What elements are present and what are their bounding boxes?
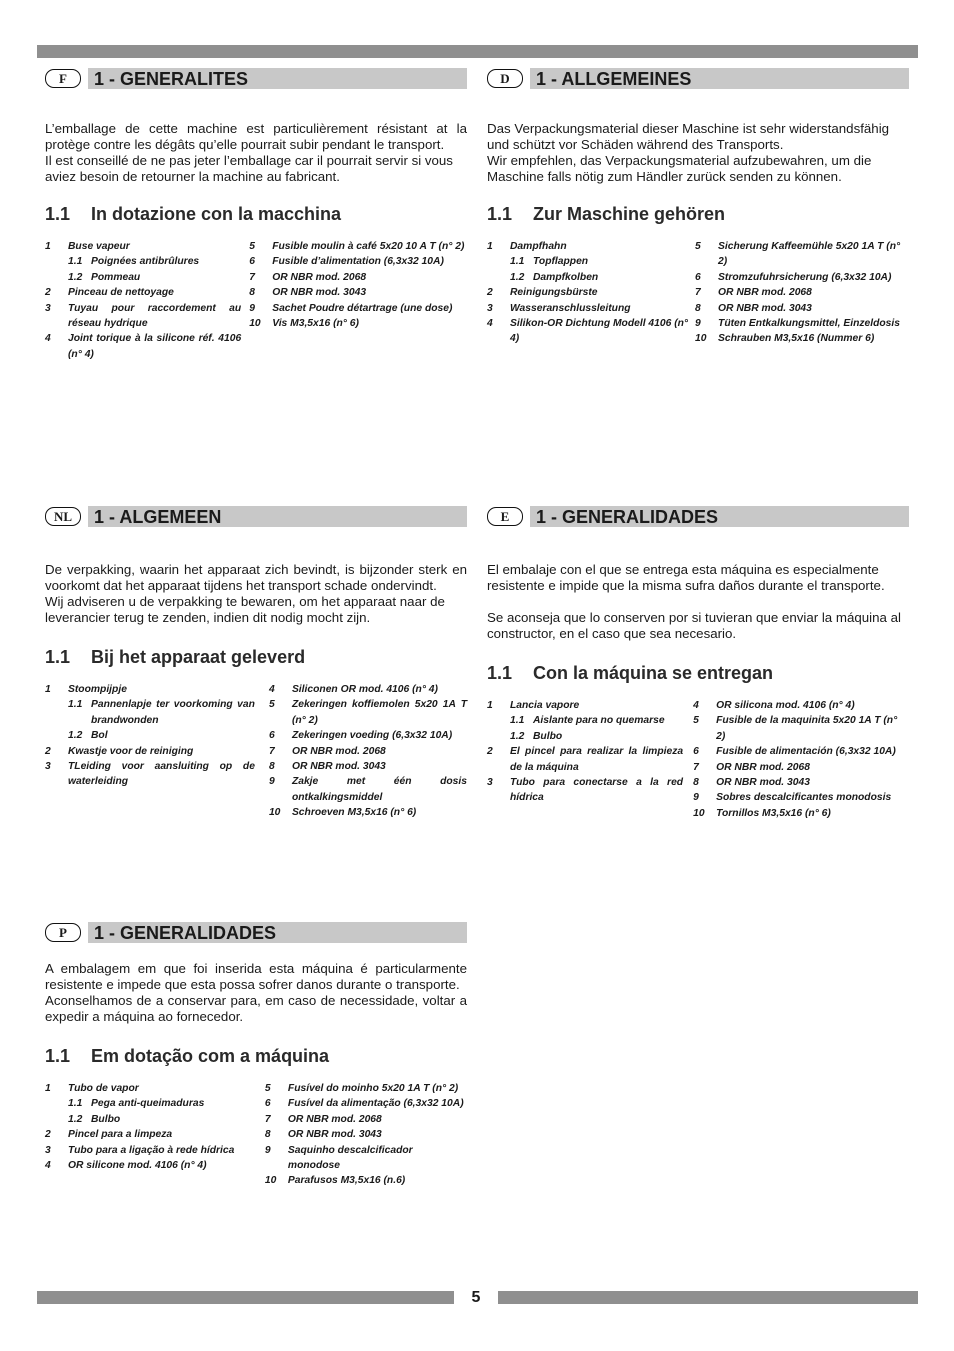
section-header: [45, 506, 467, 527]
list-item: [695, 301, 909, 316]
section-nl: [45, 506, 467, 821]
item-text: Stromzufuhrsicherung (6,3x32 10A): [718, 271, 892, 283]
list-item: [487, 775, 683, 806]
item-number: 8: [249, 287, 255, 299]
list-item: [269, 774, 467, 805]
section-title: 1 - ALLGEMEINES: [536, 69, 692, 89]
list-item: [265, 1173, 467, 1188]
item-number: 2: [487, 287, 493, 299]
item-number: 10: [693, 807, 705, 819]
item-text: Joint torique à la silicone réf. 4106 (n° 4): [68, 333, 242, 360]
item-text: Saquinho descalcificador monodose: [287, 1144, 413, 1172]
item-number: 5: [693, 715, 699, 727]
item-number: 5: [268, 699, 275, 711]
item-number: 5: [264, 1083, 271, 1094]
intro-paragraph: A embalagem em que foi inserida esta máquina é particularmente resistente e impede que esta possa sofrer danos durante o transporte.: [45, 961, 467, 992]
item-text: Topflappen: [533, 256, 589, 268]
list-item: [45, 759, 255, 790]
item-text: Dampfkolben: [533, 271, 599, 283]
item-text: Pannenlapje ter voorkoming van brandwonden: [91, 699, 255, 726]
page-number: 5: [471, 1289, 481, 1306]
item-text: Parafusos M3,5x16 (n.6): [287, 1175, 406, 1187]
item-number: 6: [695, 271, 701, 283]
list-item: [269, 805, 467, 820]
list-item: [45, 697, 255, 728]
item-number: 8: [695, 302, 701, 314]
language-badge: NL: [45, 507, 81, 526]
list-item: [487, 744, 683, 775]
intro-paragraph-2: Wij adviseren u de verpakking te bewaren, om het apparaat naar de leverancier terug te zenden, indien dit nodig mocht zijn.: [45, 594, 445, 625]
list-item: [269, 682, 467, 697]
list-item: [487, 270, 691, 285]
list-item: [269, 759, 467, 774]
item-number: 3: [487, 777, 493, 789]
item-number: 1.1: [510, 715, 525, 727]
item-number: 8: [693, 777, 699, 789]
item-number: 9: [695, 318, 701, 330]
item-number: 4: [45, 1160, 51, 1172]
list-item: [45, 301, 241, 332]
item-text: OR NBR mod. 3043: [272, 287, 367, 299]
supplied-items-list: [45, 239, 467, 362]
list-item: [487, 713, 683, 728]
list-item: [693, 713, 909, 744]
item-number: 1: [45, 684, 51, 695]
item-text: Fusible moulin à café 5x20 10 A T (n° 2): [272, 241, 465, 252]
item-text: Tubo para a ligação à rede hídrica: [68, 1144, 235, 1156]
list-item: [45, 239, 241, 254]
item-text: OR silicona mod. 4106 (n° 4): [716, 700, 855, 711]
list-item: [269, 728, 467, 743]
item-text: OR NBR mod. 3043: [287, 1129, 382, 1141]
list-item: [487, 239, 691, 254]
item-number: 8: [268, 761, 275, 773]
list-item: [45, 744, 255, 759]
list-item: [45, 331, 241, 362]
item-number: 1.1: [68, 256, 83, 268]
list-item: [269, 697, 467, 728]
item-text: OR NBR mod. 2068: [718, 287, 812, 299]
item-number: 4: [693, 700, 699, 711]
list-item: [487, 285, 691, 300]
list-item: [269, 744, 467, 759]
supplied-items-list: [487, 239, 909, 347]
item-number: 7: [695, 287, 701, 299]
item-text: Zekeringen voeding (6,3x32 10A): [291, 730, 453, 742]
item-number: 10: [264, 1175, 277, 1187]
subsection-heading: 1.1 Zur Maschine gehören: [487, 204, 726, 224]
bottom-rule-right: [498, 1291, 918, 1304]
item-text: Bol: [91, 730, 108, 742]
list-item: [249, 254, 467, 269]
list-item: [695, 285, 909, 300]
item-text: OR silicone mod. 4106 (n° 4): [68, 1160, 207, 1172]
item-number: 3: [45, 761, 51, 773]
item-text: Dampfhahn: [510, 241, 567, 252]
item-number: 1.2: [510, 730, 525, 742]
item-number: 4: [487, 318, 493, 330]
section-header: [45, 68, 467, 89]
item-number: 1: [45, 241, 51, 252]
item-text: OR NBR mod. 3043: [716, 777, 810, 789]
item-text: Tubo de vapor: [68, 1083, 139, 1094]
list-item: [693, 744, 909, 759]
section-fr: [45, 68, 467, 362]
item-text: Sobres descalcificantes monodosis: [716, 792, 892, 804]
list-item: [45, 682, 255, 697]
list-item: [487, 254, 691, 269]
item-number: 6: [693, 746, 699, 758]
list-item: [45, 1081, 257, 1096]
item-text: Fusível da alimentação (6,3x32 10A): [287, 1098, 464, 1110]
intro-paragraph-2: Wir empfehlen, das Verpackungsmaterial aufzubewahren, um die Maschine falls nötig zum Händler zurück senden zu können.: [487, 153, 872, 184]
list-item: [695, 270, 909, 285]
intro-paragraph: De verpakking, waarin het apparaat zich bevindt, is bijzonder sterk en voorkomt dat het apparaat tijdens het transport schade ondervindt.: [45, 562, 467, 593]
item-text: Pommeau: [91, 271, 141, 283]
item-text: Schrauben M3,5x16 (Nummer 6): [718, 333, 875, 345]
list-item: [249, 301, 467, 316]
item-text: Bulbo: [91, 1113, 121, 1125]
item-number: 2: [45, 745, 51, 757]
item-text: Fusível do moinho 5x20 1A T (n° 2): [287, 1083, 459, 1094]
list-item: [487, 729, 683, 744]
list-item: [695, 316, 909, 331]
list-item: [487, 301, 691, 316]
item-number: 2: [45, 287, 51, 299]
item-number: 10: [695, 333, 707, 345]
item-text: Fusible de la maquinita 5x20 1A T (n° 2): [716, 715, 898, 742]
item-number: 1: [487, 241, 493, 252]
item-number: 2: [45, 1129, 51, 1141]
item-number: 1.2: [510, 271, 525, 283]
item-text: OR NBR mod. 2068: [272, 271, 367, 283]
list-item: [693, 760, 909, 775]
item-number: 1.1: [510, 256, 525, 268]
list-item: [45, 270, 241, 285]
item-text: Tubo para conectarse a la red hídrica: [510, 777, 684, 804]
language-badge: D: [487, 69, 523, 88]
supplied-items-list: [45, 682, 467, 821]
item-text: Vis M3,5x16 (n° 6): [272, 318, 359, 330]
intro-paragraph: L’emballage de cette machine est particulièrement résistant at la protège contre les dégâts qu’elle pourrait subir pendant le transport.: [45, 121, 467, 152]
list-item: [265, 1081, 467, 1096]
list-item: [249, 285, 467, 300]
intro-paragraph: Das Verpackungsmaterial dieser Maschine ist sehr widerstandsfähig und schützt vor Schäden während des Transports.: [487, 121, 890, 152]
subsection-heading: 1.1 Con la máquina se entregan: [487, 663, 774, 683]
item-number: 1.1: [68, 1098, 83, 1110]
item-number: 10: [249, 318, 261, 330]
item-text: OR NBR mod. 2068: [291, 745, 386, 757]
item-number: 3: [45, 302, 51, 314]
list-item: [693, 775, 909, 790]
item-text: Pincel para a limpeza: [68, 1129, 173, 1141]
item-text: Sachet Poudre détartrage (une dose): [272, 302, 453, 314]
section-es: [487, 506, 909, 821]
item-text: Sicherung Kaffeemühle 5x20 1A T (n° 2): [718, 241, 901, 268]
section-header: [487, 506, 909, 527]
item-text: Bulbo: [533, 730, 563, 742]
top-rule: [37, 45, 918, 58]
list-item: [695, 239, 909, 270]
list-item: [249, 270, 467, 285]
item-number: 6: [249, 256, 255, 268]
subsection-heading: 1.1 Bij het apparaat geleverd: [45, 647, 306, 667]
section-de: [487, 68, 909, 347]
item-text: Pega anti-queimaduras: [91, 1098, 205, 1110]
item-text: Aislante para no quemarse: [533, 715, 665, 727]
item-text: Kwastje voor de reiniging: [68, 745, 194, 757]
item-text: Fusible de alimentación (6,3x32 10A): [716, 746, 896, 758]
item-text: Tüten Entkalkungsmittel, Einzeldosis: [718, 318, 900, 330]
item-number: 6: [268, 730, 275, 742]
item-number: 1: [45, 1083, 51, 1094]
section-header: [45, 922, 467, 943]
item-number: 9: [249, 302, 255, 314]
list-item: [45, 254, 241, 269]
item-number: 4: [45, 333, 51, 345]
item-text: Fusible d’alimentation (6,3x32 10A): [272, 256, 444, 268]
item-text: Silikon-OR Dichtung Modell 4106 (n° 4): [510, 318, 689, 345]
item-number: 7: [249, 271, 255, 283]
list-item: [45, 1096, 257, 1111]
item-number: 8: [264, 1129, 271, 1141]
item-number: 5: [249, 241, 255, 252]
item-number: 6: [264, 1098, 271, 1110]
section-header: [487, 68, 909, 89]
list-item: [693, 806, 909, 821]
item-text: Zekeringen koffiemolen 5x20 1A T (n° 2): [291, 699, 467, 726]
list-item: [693, 698, 909, 713]
item-text: Reinigungsbürste: [510, 287, 598, 299]
item-number: 7: [693, 761, 699, 773]
item-number: 1.2: [68, 1113, 83, 1125]
intro-paragraph-2: Se aconseja que lo conserven por si tuvieran que enviar la máquina al constructor, en el caso que sea necesario.: [487, 610, 901, 641]
list-item: [45, 285, 241, 300]
item-number: 9: [268, 776, 275, 788]
language-badge: F: [45, 69, 81, 88]
item-number: 7: [264, 1113, 271, 1125]
item-text: Stoompijpje: [68, 684, 127, 695]
list-item: [487, 316, 691, 347]
subsection-heading: 1.1 In dotazione con la macchina: [45, 204, 342, 224]
item-text: Siliconen OR mod. 4106 (n° 4): [291, 684, 438, 695]
item-text: Schroeven M3,5x16 (n° 6): [291, 807, 417, 819]
item-text: Zakje met één dosis ontkalkingsmiddel: [291, 776, 467, 803]
bottom-rule-left: [37, 1291, 454, 1304]
language-badge: E: [487, 507, 523, 526]
item-number: 4: [268, 684, 275, 695]
item-number: 3: [45, 1144, 51, 1156]
item-number: 9: [693, 792, 699, 804]
item-text: OR NBR mod. 2068: [716, 761, 810, 773]
list-item: [265, 1096, 467, 1111]
item-text: OR NBR mod. 2068: [287, 1113, 382, 1125]
item-number: 7: [268, 745, 275, 757]
list-item: [265, 1127, 467, 1142]
item-number: 9: [264, 1144, 271, 1156]
language-badge: P: [45, 923, 81, 942]
list-item: [45, 1158, 257, 1173]
supplied-items-list: [487, 698, 909, 821]
subsection-heading: 1.1 Em dotação com a máquina: [45, 1046, 330, 1066]
item-text: Tornillos M3,5x16 (n° 6): [716, 807, 831, 819]
section-pt: [45, 922, 467, 1189]
section-title: 1 - GENERALIDADES: [94, 923, 277, 943]
item-text: Poignées antibrûlures: [91, 256, 200, 268]
item-text: Buse vapeur: [68, 241, 130, 252]
intro-paragraph: El embalaje con el que se entrega esta máquina es especialmente resistente e impide que la misma sufra daños durante el transporte.: [487, 562, 885, 593]
section-title: 1 - GENERALITES: [94, 69, 249, 89]
item-text: El pincel para realizar la limpieza de la máquina: [510, 746, 684, 773]
item-number: 3: [487, 302, 493, 314]
list-item: [249, 316, 467, 331]
list-item: [45, 728, 255, 743]
item-text: Wasseranschlussleitung: [510, 302, 631, 314]
list-item: [45, 1112, 257, 1127]
list-item: [695, 331, 909, 346]
item-number: 2: [487, 746, 493, 758]
list-item: [265, 1143, 467, 1174]
list-item: [249, 239, 467, 254]
list-item: [45, 1143, 257, 1158]
item-text: Tuyau pour raccordement au réseau hydrique: [68, 302, 242, 330]
list-item: [487, 698, 683, 713]
section-title: 1 - GENERALIDADES: [536, 507, 719, 527]
item-text: TLeiding voor aansluiting op de waterleiding: [68, 761, 255, 788]
item-number: 1.1: [68, 699, 83, 711]
item-text: Lancia vapore: [510, 700, 580, 711]
list-item: [693, 790, 909, 805]
list-item: [265, 1112, 467, 1127]
item-text: Pinceau de nettoyage: [68, 287, 174, 299]
intro-paragraph-2: Aconselhamos de a conservar para, em caso de necessidade, voltar a expedir a máquina ao fornecedor.: [45, 993, 467, 1024]
item-number: 1.2: [68, 271, 83, 283]
list-item: [45, 1127, 257, 1142]
intro-paragraph-2: Il est conseillé de ne pas jeter l’emballage car il pourrait servir si vous aviez besoin de retourner la machine au fabricant.: [45, 153, 453, 184]
item-text: OR NBR mod. 3043: [718, 302, 812, 314]
supplied-items-list: [45, 1081, 467, 1189]
section-title: 1 - ALGEMEEN: [94, 507, 222, 527]
item-number: 1.2: [68, 730, 83, 742]
item-number: 1: [487, 700, 493, 711]
item-number: 5: [695, 241, 701, 252]
item-number: 10: [268, 807, 281, 819]
item-text: OR NBR mod. 3043: [291, 761, 386, 773]
